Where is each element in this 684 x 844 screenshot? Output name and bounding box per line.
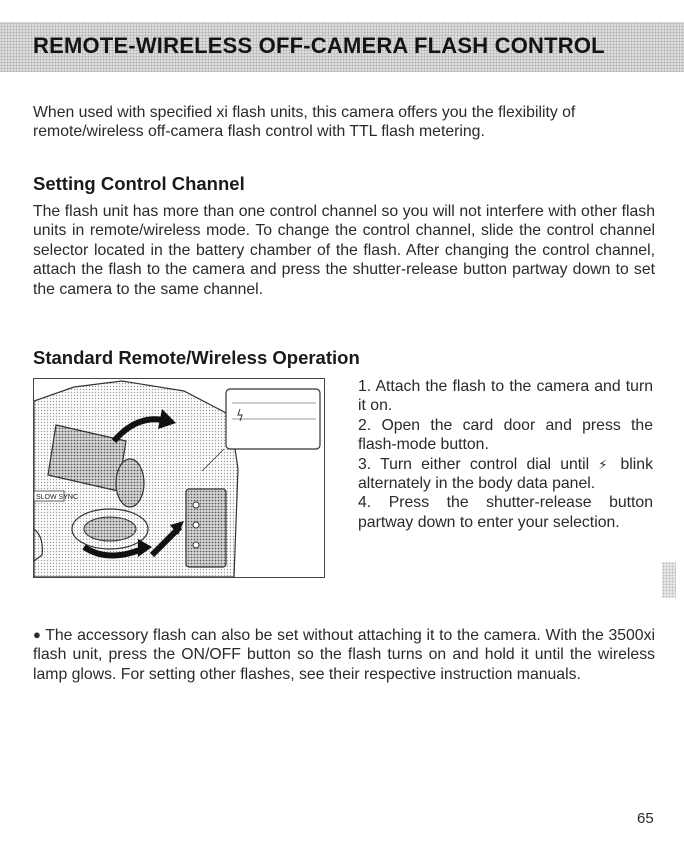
card-door	[186, 489, 226, 567]
note-text: The accessory flash can also be set without attaching it to the camera. With the 3500xi flash unit, press the ON/OFF button so the flash turns on and hold it until the wireless lamp glows. For setting other flashes, see their respective instruction manuals.	[33, 627, 655, 683]
note-paragraph	[33, 625, 655, 684]
steps-list	[358, 377, 653, 532]
card-door-button	[193, 502, 199, 508]
control-dial-center	[84, 517, 136, 541]
page-number: 65	[637, 810, 654, 827]
mode-knob	[116, 459, 144, 507]
control-channel-paragraph: The flash unit has more than one control channel so you will not interfere with other flash units in remote/wireless mode. To change the control channel, slide the control channel selector located in the battery chamber of the flash. After changing the control channel, attach the flash to the camera and press the shutter-release button partway down to set the camera to the same channel.	[33, 203, 655, 298]
flash-blink-glyph-icon: ⚡	[598, 456, 612, 472]
page-title: REMOTE-WIRELESS OFF-CAMERA FLASH CONTROL	[33, 33, 605, 58]
card-door-button	[193, 522, 199, 528]
margin-tab	[662, 562, 676, 598]
camera-illustration	[33, 378, 325, 578]
step-4: 4. Press the shutter-release button partway down to enter your selection.	[358, 494, 653, 531]
step-2: 2. Open the card door and press the flash-mode button.	[358, 416, 653, 454]
step-3	[358, 455, 653, 494]
step-3-text-end: blink alternately in the body data panel.	[358, 455, 653, 493]
section-heading-remote-operation: Standard Remote/Wireless Operation	[33, 347, 360, 368]
bullet-icon: ●	[33, 627, 42, 642]
step-1: 1. Attach the flash to the camera and turn it on.	[358, 378, 653, 415]
card-door-button	[193, 542, 199, 548]
section-heading-control-channel: Setting Control Channel	[33, 173, 245, 194]
intro-paragraph: When used with specified xi flash units, this camera offers you the flexibility of remote/wireless off-camera flash control with TTL flash metering.	[33, 104, 576, 141]
camera-drawing	[34, 379, 324, 577]
slow-sync-label: SLOW SYNC	[36, 494, 79, 501]
step-3-text-start: 3. Turn either control dial until	[358, 455, 590, 473]
